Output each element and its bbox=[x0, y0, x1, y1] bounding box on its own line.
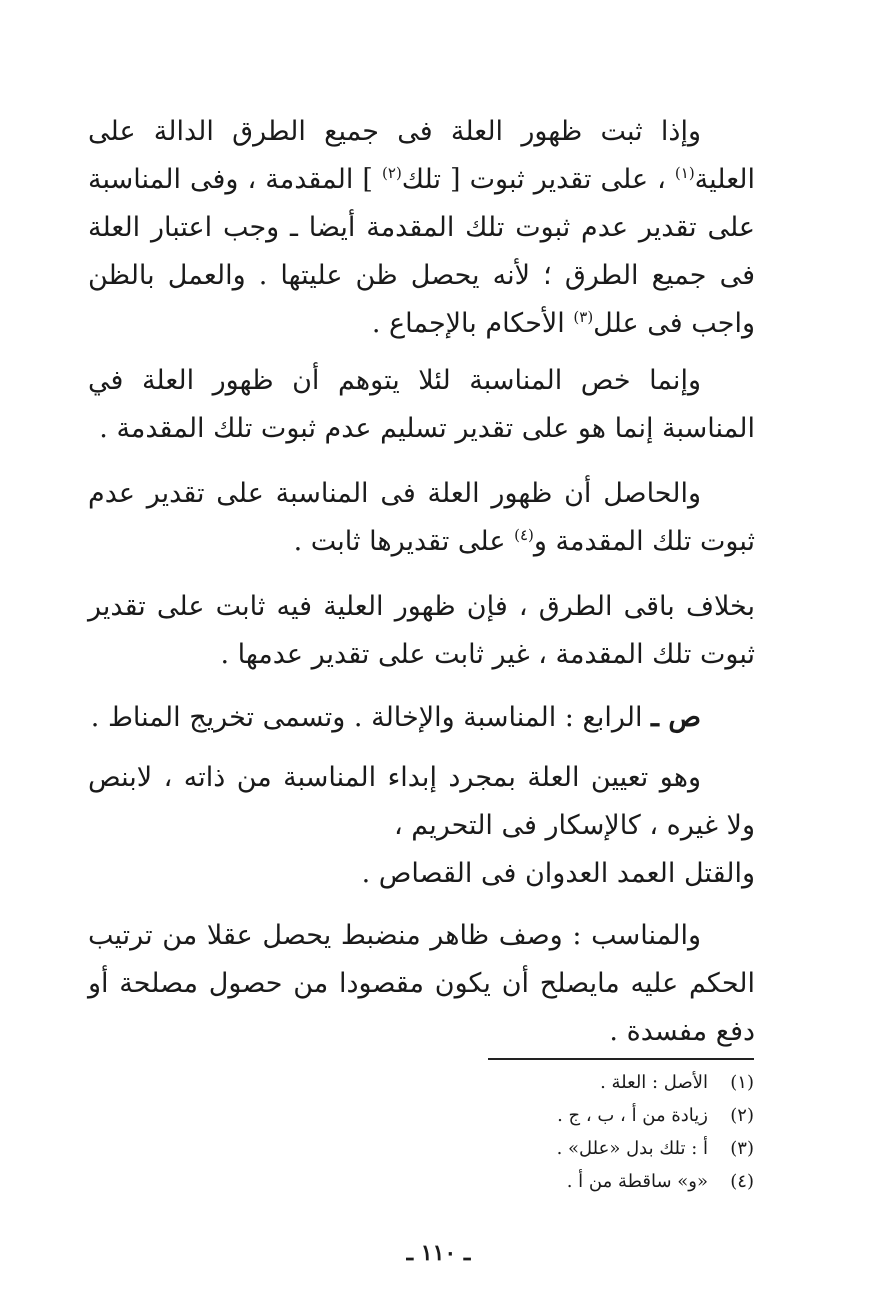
footnote-ref-1: (١) bbox=[674, 164, 695, 182]
footnote-4 bbox=[420, 1165, 754, 1198]
section-heading-text: الرابع : المناسبة والإخالة . وتسمى تخريج المناط . bbox=[90, 702, 652, 733]
paragraph-1-text-b: ، على تقدير ثبوت [ تلك bbox=[401, 164, 666, 195]
footnote-text: زيادة من أ ، ب ، ج . bbox=[557, 1105, 708, 1126]
footnote-text: الأصل : العلة . bbox=[600, 1072, 708, 1093]
paragraph-7 bbox=[88, 912, 755, 1056]
footnote-1 bbox=[420, 1066, 754, 1099]
footnote-3 bbox=[420, 1132, 754, 1165]
paragraph-3-text-b: على تقديرها ثابت . bbox=[293, 526, 515, 557]
section-label: ص ـ bbox=[651, 702, 701, 733]
paragraph-6-text-b: والقتل العمد العدوان فى القصاص . bbox=[361, 858, 755, 889]
footnote-2 bbox=[420, 1099, 754, 1132]
footnote-ref-3: (٣) bbox=[573, 308, 594, 326]
footnote-number: (٢) bbox=[730, 1105, 754, 1126]
section-heading bbox=[88, 694, 755, 742]
footnote-number: (١) bbox=[730, 1072, 754, 1093]
paragraph-6-text-a: وهو تعيين العلة بمجرد إبداء المناسبة من ذاته ، لابنص ولا غيره ، كالإسكار فى التحريم ، bbox=[88, 762, 755, 841]
paragraph-2-text: وإنما خص المناسبة لئلا يتوهم أن ظهور العلة في المناسبة إنما هو على تقدير تسليم عدم ثبوت تلك المقدمة . bbox=[88, 365, 755, 444]
paragraph-6-continued bbox=[88, 850, 755, 898]
paragraph-1-text-c: ] المقدمة ، وفى المناسبة على تقدير عدم ثبوت تلك المقدمة أيضا ـ وجب اعتبار العلة فى جميع الطرق ؛ لأنه يحصل ظن عليتها . والعمل بالظن واجب فى علل bbox=[88, 164, 755, 339]
paragraph-6 bbox=[88, 754, 755, 850]
paragraph-1-text-d: الأحكام بالإجماع . bbox=[371, 308, 565, 339]
footnote-number: (٣) bbox=[730, 1138, 754, 1159]
paragraph-1 bbox=[88, 108, 755, 348]
footnote-number: (٤) bbox=[730, 1171, 754, 1192]
footnote-ref-4: (٤) bbox=[514, 526, 534, 544]
paragraph-7-text: والمناسب : وصف ظاهر منضبط يحصل عقلا من ترتيب الحكم عليه مايصلح أن يكون مقصودا من حصول مصلحة أو دفع مفسدة . bbox=[88, 920, 755, 1047]
paragraph-2 bbox=[88, 357, 755, 453]
footnotes bbox=[420, 1066, 754, 1198]
paragraph-3 bbox=[88, 470, 755, 566]
footnote-text: «و» ساقطة من أ . bbox=[566, 1171, 708, 1192]
paragraph-1-text-a: وإذا ثبت ظهور العلة فى جميع الطرق الدالة على العلية bbox=[88, 116, 755, 195]
footnote-divider bbox=[488, 1058, 754, 1060]
footnote-text: أ : تلك بدل «علل» . bbox=[556, 1138, 708, 1159]
paragraph-4-text: بخلاف باقى الطرق ، فإن ظهور العلية فيه ثابت على تقدير ثبوت تلك المقدمة ، غير ثابت على تقدير عدمها . bbox=[88, 591, 755, 670]
footnote-ref-2: (٢) bbox=[382, 164, 402, 182]
paragraph-3-text-a: والحاصل أن ظهور العلة فى المناسبة على تقدير عدم ثبوت تلك المقدمة و bbox=[88, 478, 755, 557]
page-number: ـ ١١٠ ـ bbox=[406, 1240, 471, 1266]
paragraph-4 bbox=[88, 583, 755, 679]
